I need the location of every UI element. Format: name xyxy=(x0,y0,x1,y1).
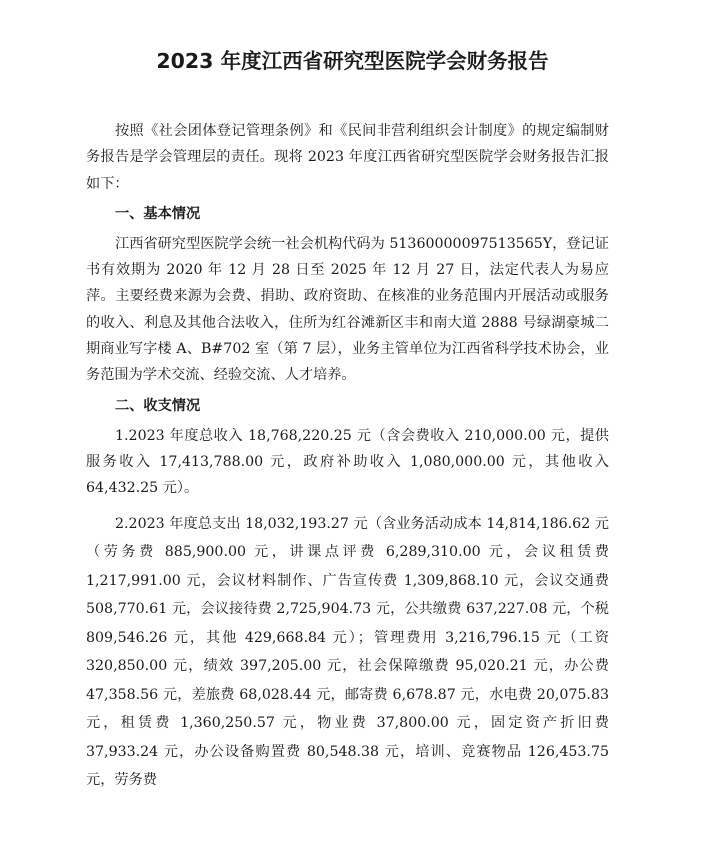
income-paragraph: 1.2023 年度总收入 18,768,220.25 元（含会费收入 210,000.00 元，提供服务收入 17,413,788.00 元，政府补助收入 1,080,000.00 元，其他收入 64,432.25 元）。 xyxy=(86,427,609,497)
page-title: 2023 年度江西省研究型医院学会财务报告 xyxy=(156,49,549,73)
section-heading-income-expense: 二、收支情况 xyxy=(115,397,201,414)
intro-paragraph: 按照《社会团体登记管理条例》和《民间非营利组织会计制度》的规定编制财务报告是学会管理层的责任。现将 2023 年度江西省研究型医院学会财务报告汇报如下： xyxy=(86,123,609,192)
expense-paragraph: 2.2023 年度总支出 18,032,193.27 元（含业务活动成本 14,814,186.62 元（劳务费 885,900.00 元，讲课点评费 6,289,310.00 元，会议租赁费 1,217,991.00 元，会议材料制作、广告宣传费 1,309,868.10 元，会议交通费 508,770.61 元，会议接待费 2,725,904.73 元，公共缴费 637,227.08 元，个税 809,546.26 元，其他 429,668.84 元）；管理费用 3,216,796.15 元（工资 320,850.00 元，绩效 397,205.00 元，社会保障缴费 95,020.21 元，办公费 47,358.56 元，差旅费 68,028.44 元，邮寄费 6,678.87 元，水电费 20,075.83 元，租赁费 1,360,250.57 元，物业费 37,800.00 元，固定资产折旧费 37,933.24 元，办公设备购置费 80,548.38 元，培训、竞赛物品 126,453.75 元，劳务费 xyxy=(86,515,609,789)
basic-info-paragraph: 江西省研究型医院学会统一社会机构代码为 51360000097513565Y，登记证书有效期为 2020 年 12 月 28 日至 2025 年 12 月 27 日，法定代表人为易应萍。主要经费来源为会费、捐助、政府资助、在核准的业务范围内开展活动或服务的收入、利息及其他合法收入，住所为红谷滩新区丰和南大道 2888 号绿湖豪城二期商业写字楼 A、B#702 室（第 7 层），业务主管单位为江西省科学技术协会，业务范围为学术交流、经验交流、人才培养。 xyxy=(86,235,609,384)
section-heading-basic-info: 一、基本情况 xyxy=(115,205,201,222)
report-body xyxy=(86,118,609,795)
